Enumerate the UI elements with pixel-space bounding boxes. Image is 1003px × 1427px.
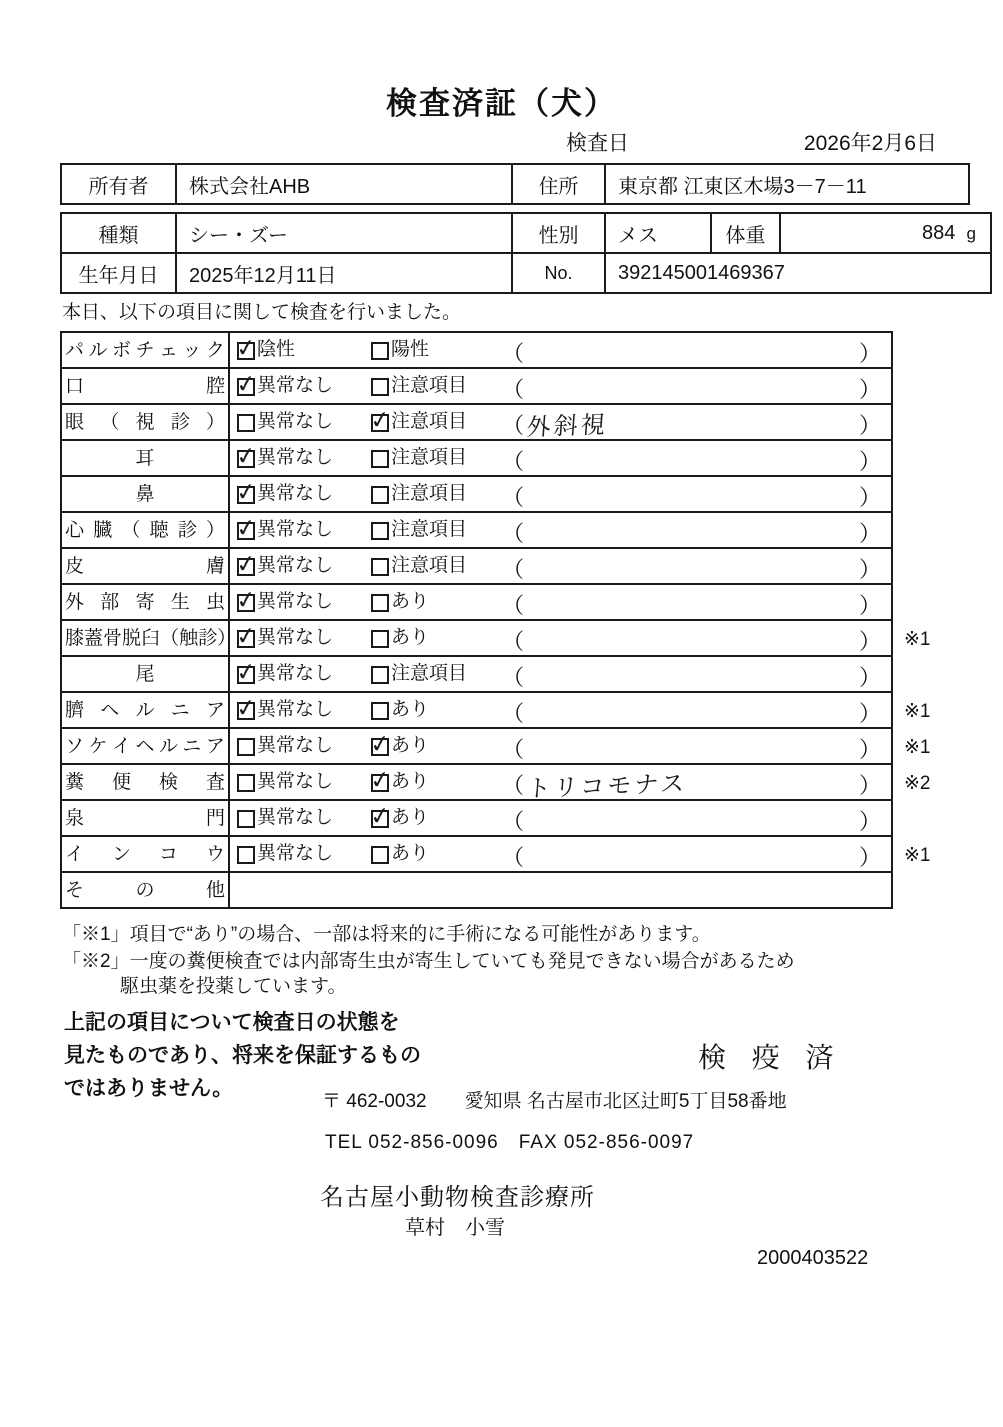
examiner-name: 草村 小雪 (405, 1217, 505, 1239)
checkbox-icon (371, 702, 389, 720)
checkbox-icon (371, 558, 389, 576)
checkbox-icon (371, 774, 389, 792)
paren-close: ） (858, 377, 881, 402)
footnote-2: 「※2」一度の糞便検査では内部寄生虫が寄生していても発見できない場合があるため (62, 951, 795, 972)
checkbox-icon (237, 594, 255, 612)
paren-close: ） (858, 773, 881, 798)
option-label: 注意項目 (391, 519, 468, 540)
paren-open: （ (502, 737, 525, 762)
paren-close: ） (858, 737, 881, 762)
checkbox-icon (371, 414, 389, 432)
checkbox-icon (237, 810, 255, 828)
exam-item-label (62, 729, 230, 763)
option-label: 注意項目 (391, 555, 468, 576)
option-label: 異常なし (257, 735, 334, 756)
exam-item-label-text: 心 臓 （ 聴 診 ） (65, 519, 225, 541)
footnote-mark: ※1 (904, 845, 931, 866)
paren-close: ） (858, 809, 881, 834)
exam-item-label (62, 369, 230, 403)
checkbox-icon (371, 738, 389, 756)
exam-result-cell (230, 729, 931, 763)
exam-item-label (62, 837, 230, 871)
sex-value: メス (605, 213, 711, 253)
option-label: 異常なし (257, 375, 334, 396)
checkbox-icon (371, 342, 389, 360)
owner-label: 所有者 (61, 164, 176, 204)
footnote-mark: ※2 (904, 773, 931, 794)
result-note: トリコモナス (525, 769, 689, 803)
option-label: 異常なし (257, 663, 334, 684)
option-label: 異常なし (257, 447, 334, 468)
checkbox-icon (371, 666, 389, 684)
exam-row (62, 549, 891, 585)
owner-row (61, 164, 969, 204)
exam-item-label-text: 糞 便 検 査 (65, 771, 225, 793)
paren-open: （ (502, 521, 525, 546)
option-label: 異常なし (257, 771, 334, 792)
address-value: 東京都 江東区木場3－7－11 (605, 164, 969, 204)
exam-item-label (62, 513, 230, 547)
paren-open: （ (502, 341, 525, 366)
option-label: 異常なし (257, 843, 334, 864)
paren-close: ） (858, 629, 881, 654)
checkbox-icon (237, 378, 255, 396)
checkbox-icon (237, 342, 255, 360)
exam-item-label-text: 眼 （ 視 診 ） (65, 411, 225, 433)
paren-open: （ (502, 701, 525, 726)
paren-open: （ (502, 773, 525, 798)
option-label: 注意項目 (391, 663, 468, 684)
pet-row-1 (61, 213, 991, 253)
paren-close: ） (858, 665, 881, 690)
exam-row (62, 837, 931, 873)
breed-value: シー・ズー (176, 213, 512, 253)
address-label: 住所 (512, 164, 605, 204)
checkbox-icon (371, 810, 389, 828)
exam-item-label-text: 膝 蓋 骨 脱 臼 （ 触 診 ） (65, 627, 237, 649)
exam-item-label-text: 鼻 (135, 483, 155, 505)
exam-item-label (62, 585, 230, 619)
checkbox-icon (371, 594, 389, 612)
exam-item-label (62, 477, 230, 511)
option-label: 異常なし (257, 411, 334, 432)
paren-open: （ (502, 377, 525, 402)
exam-result-cell (230, 441, 891, 475)
checkbox-icon (237, 450, 255, 468)
clinic-name: 名古屋小動物検査診療所 (320, 1184, 595, 1211)
exam-item-label-text: 臍 ヘ ル ニ ア (65, 699, 225, 721)
exam-result-cell (230, 621, 931, 655)
exam-result-cell (230, 765, 931, 803)
exam-item-label (62, 765, 230, 799)
weight-value (780, 213, 991, 253)
paren-close: ） (858, 341, 881, 366)
exam-item-label-text: 口 腔 (65, 375, 225, 397)
page-title: 検査済証（犬） (386, 86, 617, 121)
clinic-postal-code: 〒 462-0032 (322, 1091, 427, 1112)
footnote-2-continued: 駆虫薬を投薬しています。 (120, 976, 347, 997)
breed-label: 種類 (61, 213, 176, 253)
weight-label: 体重 (711, 213, 780, 253)
exam-item-label-text: ソ ケ イ ヘ ル ニ ア (65, 735, 225, 757)
paren-close: ） (858, 413, 881, 438)
paren-close: ） (858, 557, 881, 582)
exam-row (62, 729, 931, 765)
paren-open: （ (502, 845, 525, 870)
exam-item-label (62, 693, 230, 727)
option-label: あり (391, 591, 430, 612)
paren-open: （ (502, 557, 525, 582)
exam-item-label-text: パ ル ボ チ ェ ッ ク (65, 339, 225, 361)
clinic-tel-fax: TEL 052-856-0096 FAX 052-856-0097 (325, 1132, 695, 1153)
checkbox-icon (237, 414, 255, 432)
quarantine-stamp: 検 疫 済 (698, 1042, 843, 1073)
weight-number: 884 (922, 221, 956, 244)
exam-item-label-text: 泉 門 (65, 807, 225, 829)
birth-value: 2025年12月11日 (176, 253, 512, 293)
checkbox-icon (371, 486, 389, 504)
pet-row-2 (61, 253, 991, 293)
option-label: 陰性 (257, 339, 296, 360)
paren-close: ） (858, 701, 881, 726)
exam-item-label-text: そ の 他 (65, 879, 225, 901)
checkbox-icon (237, 486, 255, 504)
owner-value: 株式会社AHB (176, 164, 512, 204)
option-label: 異常なし (257, 627, 334, 648)
exam-row (62, 441, 891, 477)
paren-open: （ (502, 485, 525, 510)
exam-result-cell (230, 333, 891, 367)
sex-label: 性別 (512, 213, 605, 253)
paren-open: （ (502, 809, 525, 834)
exam-item-label (62, 441, 230, 475)
exam-date-value: 2026年2月6日 (803, 132, 937, 155)
option-label: 異常なし (257, 483, 334, 504)
no-label: No. (512, 253, 605, 293)
checkbox-icon (237, 666, 255, 684)
exam-item-label-text: 外 部 寄 生 虫 (65, 591, 225, 613)
exam-result-cell (230, 369, 891, 403)
option-label: あり (391, 807, 430, 828)
checkbox-icon (237, 846, 255, 864)
checkbox-icon (237, 558, 255, 576)
option-label: あり (391, 735, 430, 756)
option-label: あり (391, 771, 430, 792)
option-label: あり (391, 627, 430, 648)
exam-item-label (62, 621, 237, 655)
footnote-mark: ※1 (904, 737, 931, 758)
exam-result-cell (230, 585, 891, 619)
footnote-1: 「※1」項目で“あり”の場合、一部は将来的に手術になる可能性があります。 (62, 924, 711, 945)
checkbox-icon (371, 450, 389, 468)
checkbox-icon (371, 846, 389, 864)
option-label: 注意項目 (391, 447, 468, 468)
paren-open: （ (502, 593, 525, 618)
checkbox-icon (371, 378, 389, 396)
checkbox-icon (371, 630, 389, 648)
option-label: 注意項目 (391, 411, 468, 432)
exam-item-label-text: 皮 膚 (65, 555, 225, 577)
exam-result-cell (230, 837, 931, 871)
exam-result-cell (230, 405, 891, 442)
option-label: あり (391, 699, 430, 720)
birth-label: 生年月日 (61, 253, 176, 293)
checkbox-icon (237, 702, 255, 720)
exam-row (62, 693, 931, 729)
pet-table (60, 212, 992, 294)
checkbox-icon (237, 630, 255, 648)
exam-item-label (62, 549, 230, 583)
clinic-address-text: 愛知県 名古屋市北区辻町5丁目58番地 (464, 1091, 787, 1112)
paren-open: （ (502, 413, 525, 438)
exam-item-label-text: 耳 (135, 447, 155, 469)
exam-row (62, 369, 891, 405)
exam-result-cell (230, 657, 891, 691)
clinic-address (322, 1086, 787, 1113)
result-note: 外斜視 (525, 410, 609, 442)
paren-close: ） (858, 593, 881, 618)
exam-table (60, 331, 931, 909)
option-label: 陽性 (391, 339, 430, 360)
paren-close: ） (858, 449, 881, 474)
exam-date-label: 検査日 (566, 132, 629, 155)
exam-row (62, 765, 931, 803)
exam-row (62, 585, 891, 621)
exam-row (62, 333, 891, 369)
exam-item-label (62, 873, 230, 907)
exam-item-label-text: 尾 (135, 663, 155, 685)
option-label: 異常なし (257, 519, 334, 540)
option-label: 注意項目 (391, 483, 468, 504)
serial-number: 2000403522 (757, 1247, 869, 1269)
intro-text: 本日、以下の項目に関して検査を行いました。 (62, 302, 462, 323)
no-value: 392145001469367 (605, 253, 991, 293)
exam-item-label (62, 801, 230, 835)
option-label: あり (391, 843, 430, 864)
checkbox-icon (237, 522, 255, 540)
paren-close: ） (858, 485, 881, 510)
exam-result-cell (230, 549, 891, 583)
exam-row (62, 657, 891, 693)
paren-open: （ (502, 629, 525, 654)
disclaimer-line-2: 見たものであり、将来を保証するもの (64, 1044, 421, 1067)
footnote-mark: ※1 (904, 629, 931, 650)
footnote-mark: ※1 (904, 701, 931, 722)
exam-result-cell (230, 513, 891, 547)
checkbox-icon (371, 522, 389, 540)
paren-open: （ (502, 449, 525, 474)
weight-unit: g (966, 223, 976, 243)
option-label: 異常なし (257, 555, 334, 576)
disclaimer-line-3: ではありません。 (64, 1077, 234, 1100)
exam-row (62, 873, 891, 907)
exam-item-label-text: イ ン コ ウ (65, 843, 225, 865)
exam-row (62, 477, 891, 513)
checkbox-icon (237, 774, 255, 792)
exam-result-cell (230, 477, 891, 511)
paren-open: （ (502, 665, 525, 690)
exam-item-label (62, 333, 230, 367)
option-label: 異常なし (257, 807, 334, 828)
exam-item-label (62, 657, 230, 691)
option-label: 異常なし (257, 699, 334, 720)
exam-item-label (62, 405, 230, 439)
disclaimer-line-1: 上記の項目について検査日の状態を (64, 1011, 400, 1034)
exam-row (62, 801, 891, 837)
exam-result-cell (230, 801, 891, 835)
owner-table (60, 163, 970, 205)
exam-result-cell (230, 693, 931, 727)
exam-row (62, 513, 891, 549)
paren-close: ） (858, 845, 881, 870)
paren-close: ） (858, 521, 881, 546)
exam-result-cell (230, 873, 891, 907)
option-label: 注意項目 (391, 375, 468, 396)
exam-row (62, 405, 891, 441)
option-label: 異常なし (257, 591, 334, 612)
exam-row (62, 621, 931, 657)
checkbox-icon (237, 738, 255, 756)
